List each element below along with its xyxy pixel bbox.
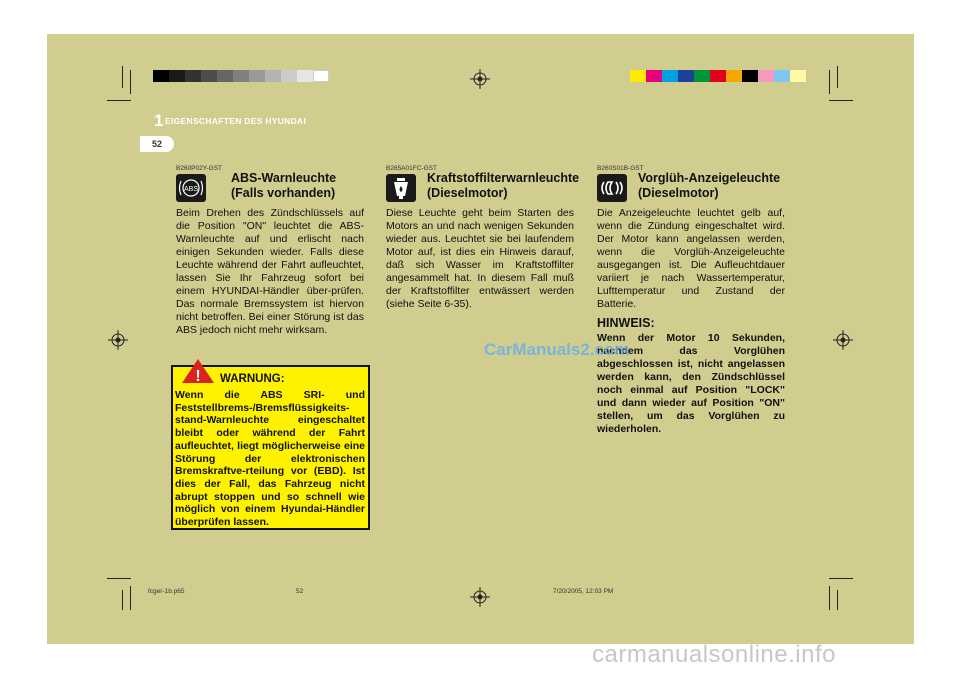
crop-mark (829, 100, 853, 101)
heading-line: Kraftstoffilterwarnleuchte (427, 171, 580, 185)
footer-page: 52 (296, 588, 304, 595)
gray-swatch (297, 70, 313, 82)
section-code: B265A01FC-GST (386, 165, 437, 172)
registration-mark-left (108, 330, 128, 350)
color-swatch (678, 70, 694, 82)
registration-mark-top (470, 69, 490, 89)
section-code: B260P02Y-GST (176, 165, 223, 172)
glow-plug-heading (638, 171, 780, 201)
heading-line: (Dieselmotor) (427, 186, 508, 200)
crop-mark (130, 586, 131, 610)
gray-swatch (153, 70, 169, 82)
registration-mark-right (833, 330, 853, 350)
gray-swatch (169, 70, 185, 82)
color-swatch (774, 70, 790, 82)
crop-mark (107, 578, 131, 579)
color-swatch (742, 70, 758, 82)
footer-file: fcger-1b.p65 (148, 588, 185, 595)
heading-line: (Falls vorhanden) (231, 186, 336, 200)
glow-plug-icon (597, 174, 627, 202)
fuel-filter-icon (386, 174, 416, 202)
abs-body: Beim Drehen des Zündschlüssels auf die Position "ON" leuchtet die ABS-Warnleuchte auf und erlischt nach einigen Sekunden wieder. Falls diese Leuchte während der Fahrt aufleuchtet, lassen Sie Ihr Fahrzeug sofort bei einem HYUNDAI-Händler über-prüfen. Das normale Bremssystem ist hiervon nicht betroffen. Bei einer Störung ist das ABS jedoch nicht mehr wirksam. (176, 207, 364, 336)
gray-swatch (265, 70, 281, 82)
abs-heading (231, 171, 336, 201)
gray-swatch (185, 70, 201, 82)
chapter-number: 1 (154, 111, 164, 130)
warning-symbol: ! (195, 368, 201, 384)
color-swatch (646, 70, 662, 82)
heading-line: (Dieselmotor) (638, 186, 719, 200)
warning-title: WARNUNG: (220, 373, 285, 385)
gray-swatch (281, 70, 297, 82)
abs-icon (176, 174, 206, 202)
gray-swatch (217, 70, 233, 82)
glow-plug-body: Die Anzeigeleuchte leuchtet gelb auf, wenn die Zündung eingeschaltet wird. Der Motor kann angelassen werden, wenn die Vorglüh-Anzeigeleuchte ausgegangen ist. Die Aufleuchtdauer variiert je nach Wassertemperatur, Lufttemperatur und Zustand der Batterie. (597, 207, 785, 310)
chapter-title: EIGENSCHAFTEN DES HYUNDAI (165, 116, 307, 126)
crop-mark (107, 100, 131, 101)
footer-datetime: 7/20/2005, 12:03 PM (553, 588, 614, 595)
color-swatch (758, 70, 774, 82)
heading-line: Vorglüh-Anzeigeleuchte (638, 171, 781, 185)
page-number-tab: 52 (140, 136, 174, 152)
crop-mark (122, 66, 123, 88)
note-body: Wenn der Motor 10 Sekunden, nachdem das Vorglühen abgeschlossen ist, nicht angelassen werden kann, den Zündschlüssel noch einmal auf Position "LOCK" und dann wieder auf Position "ON" stellen, um das Vorglühen zu wiederholen. (597, 332, 785, 435)
crop-mark (130, 70, 131, 94)
abs-icon-text: ABS (183, 186, 199, 193)
crop-mark (122, 590, 123, 610)
crop-mark (837, 66, 838, 88)
crop-mark (829, 578, 853, 579)
color-swatch (630, 70, 646, 82)
color-swatch (726, 70, 742, 82)
gray-swatch (313, 70, 329, 82)
warning-triangle-icon (181, 358, 215, 384)
bottom-watermark: carmanualsonline.info (592, 641, 836, 668)
crop-mark (829, 586, 830, 610)
color-swatch (694, 70, 710, 82)
note-title: HINWEIS: (597, 316, 655, 330)
crop-mark (837, 590, 838, 610)
gray-swatch (201, 70, 217, 82)
gray-swatch (249, 70, 265, 82)
registration-mark-bottom (470, 587, 490, 607)
warning-body: Wenn die ABS SRI- und Feststellbrems-/Bremsflüssigkeits-stand-Warnleuchte eingeschaltet bleibt oder während der Fahrt aufleuchtet, liegt möglicherweise eine Störung der elektronischen Bremskraftve-rteilung vor (EBD). Ist dies der Fall, das Fahrzeug nicht abrupt stoppen und so schnell wie möglich von einem Hyundai-Händler überprüfen lassen. (175, 389, 365, 529)
color-swatch (662, 70, 678, 82)
section-code: B260S01B-GST (597, 165, 644, 172)
color-swatch (790, 70, 806, 82)
color-swatch (710, 70, 726, 82)
watermark: CarManuals2.com (484, 340, 630, 359)
crop-mark (829, 70, 830, 94)
fuel-filter-body: Diese Leuchte geht beim Starten des Motors an und nach wenigen Sekunden wieder aus. Leuchtet sie bei laufendem Motor auf, ist dies ein Hinweis darauf, daß sich Wasser im Kraftstoffilter angesammelt hat. In diesem Fall muß der Kraftstoffilter entwässert werden (siehe Seite 6-35). (386, 207, 574, 310)
heading-line: ABS-Warnleuchte (231, 171, 337, 185)
gray-swatch (233, 70, 249, 82)
fuel-filter-heading (427, 171, 579, 201)
